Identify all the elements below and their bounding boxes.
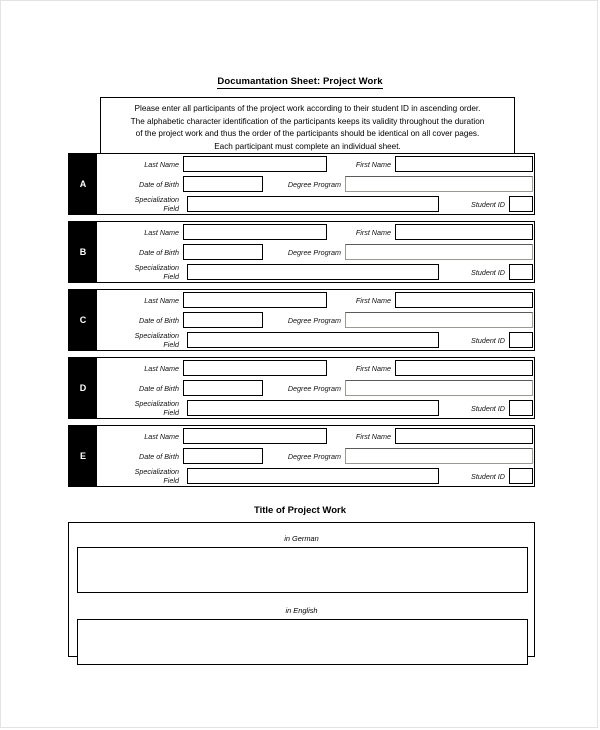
label-student-id: Student ID — [471, 200, 505, 209]
label-last-name: Last Name — [144, 228, 179, 237]
input-specialization-field[interactable] — [187, 332, 439, 348]
label-date-of-birth: Date of Birth — [139, 248, 179, 257]
label-degree-program: Degree Program — [287, 248, 341, 257]
label-date-of-birth: Date of Birth — [139, 452, 179, 461]
label-student-id: Student ID — [471, 268, 505, 277]
label-first-name: First Name — [355, 432, 391, 441]
label-last-name: Last Name — [144, 296, 179, 305]
input-degree-program[interactable] — [345, 176, 533, 192]
label-specialization-field — [101, 468, 179, 485]
label-date-of-birth: Date of Birth — [139, 180, 179, 189]
participant-letter-a: A — [69, 154, 97, 214]
participant-block-b — [68, 221, 535, 283]
participant-block-a — [68, 153, 535, 215]
participant-block-e — [68, 425, 535, 487]
input-first-name[interactable] — [395, 360, 533, 376]
label-specialization-line1: Specialization — [134, 399, 179, 408]
label-specialization-field — [101, 400, 179, 417]
input-last-name[interactable] — [183, 292, 327, 308]
input-date-of-birth[interactable] — [183, 176, 263, 192]
participant-block-d — [68, 357, 535, 419]
label-specialization-line1: Specialization — [134, 331, 179, 340]
participant-fields-c — [97, 290, 534, 350]
label-in-german: in German — [284, 534, 319, 543]
participant-row-birth-a — [97, 175, 534, 195]
input-first-name[interactable] — [395, 224, 533, 240]
label-specialization-line2: Field — [163, 475, 179, 485]
participant-block-c — [68, 289, 535, 351]
participant-row-spec-b — [97, 263, 534, 283]
label-degree-program: Degree Program — [287, 180, 341, 189]
label-degree-program: Degree Program — [287, 384, 341, 393]
participant-row-name-b — [97, 223, 534, 243]
instructions-line-3: of the project work and thus the order of the participants should be identical on all cover pages. — [135, 129, 480, 139]
input-date-of-birth[interactable] — [183, 244, 263, 260]
input-date-of-birth[interactable] — [183, 312, 263, 328]
participant-fields-e — [97, 426, 534, 486]
project-title-box — [68, 522, 535, 657]
label-date-of-birth: Date of Birth — [139, 316, 179, 325]
label-specialization-field — [101, 196, 179, 213]
input-specialization-field[interactable] — [187, 264, 439, 280]
participant-row-name-d — [97, 359, 534, 379]
participant-fields-a — [97, 154, 534, 214]
input-student-id[interactable] — [509, 468, 533, 484]
participant-letter-b: B — [69, 222, 97, 282]
input-specialization-field[interactable] — [187, 468, 439, 484]
participant-row-name-c — [97, 291, 534, 311]
input-degree-program[interactable] — [345, 244, 533, 260]
participant-row-name-e — [97, 427, 534, 447]
input-project-title-english[interactable] — [77, 619, 528, 665]
participant-fields-b — [97, 222, 534, 282]
input-last-name[interactable] — [183, 428, 327, 444]
input-first-name[interactable] — [395, 428, 533, 444]
label-degree-program: Degree Program — [287, 316, 341, 325]
participant-row-birth-d — [97, 379, 534, 399]
input-student-id[interactable] — [509, 400, 533, 416]
input-degree-program[interactable] — [345, 312, 533, 328]
participant-row-spec-e — [97, 467, 534, 487]
participant-row-spec-c — [97, 331, 534, 351]
project-title-heading: Title of Project Work — [253, 505, 347, 516]
page-title-text: Documantation Sheet: Project Work — [217, 76, 383, 87]
participant-letter-d: D — [69, 358, 97, 418]
input-date-of-birth[interactable] — [183, 448, 263, 464]
participant-fields-d — [97, 358, 534, 418]
instructions-line-2: The alphabetic character identification of the participants keeps its validity throughout the duration — [130, 116, 485, 126]
label-student-id: Student ID — [471, 336, 505, 345]
participant-row-birth-b — [97, 243, 534, 263]
participant-row-name-a — [97, 155, 534, 175]
instructions-line-1: Please enter all participants of the project work according to their student ID in ascending order. — [134, 104, 481, 113]
label-last-name: Last Name — [144, 432, 179, 441]
label-last-name: Last Name — [144, 160, 179, 169]
label-specialization-line2: Field — [163, 407, 179, 417]
participant-row-birth-c — [97, 311, 534, 331]
input-specialization-field[interactable] — [187, 196, 439, 212]
instructions-box — [100, 97, 515, 161]
participant-letter-e: E — [69, 426, 97, 486]
label-first-name: First Name — [355, 364, 391, 373]
input-degree-program[interactable] — [345, 448, 533, 464]
label-first-name: First Name — [355, 296, 391, 305]
label-specialization-line1: Specialization — [134, 467, 179, 476]
label-specialization-field — [101, 332, 179, 349]
label-specialization-field — [101, 264, 179, 281]
input-last-name[interactable] — [183, 360, 327, 376]
label-specialization-line1: Specialization — [134, 195, 179, 204]
input-degree-program[interactable] — [345, 380, 533, 396]
instructions-line-4: Each participant must complete an individual sheet. — [214, 142, 401, 152]
label-first-name: First Name — [355, 160, 391, 169]
participant-letter-c: C — [69, 290, 97, 350]
participant-row-spec-a — [97, 195, 534, 215]
page-title — [1, 71, 599, 89]
input-first-name[interactable] — [395, 292, 533, 308]
label-student-id: Student ID — [471, 472, 505, 481]
input-last-name[interactable] — [183, 156, 327, 172]
input-student-id[interactable] — [509, 264, 533, 280]
input-project-title-german[interactable] — [77, 547, 528, 593]
input-date-of-birth[interactable] — [183, 380, 263, 396]
label-specialization-line1: Specialization — [134, 263, 179, 272]
label-date-of-birth: Date of Birth — [139, 384, 179, 393]
input-first-name[interactable] — [395, 156, 533, 172]
input-student-id[interactable] — [509, 332, 533, 348]
label-last-name: Last Name — [144, 364, 179, 373]
input-student-id[interactable] — [509, 196, 533, 212]
label-degree-program: Degree Program — [287, 452, 341, 461]
input-specialization-field[interactable] — [187, 400, 439, 416]
participant-row-birth-e — [97, 447, 534, 467]
label-student-id: Student ID — [471, 404, 505, 413]
label-in-english: in English — [285, 606, 318, 615]
input-last-name[interactable] — [183, 224, 327, 240]
label-specialization-line2: Field — [163, 271, 179, 281]
label-specialization-line2: Field — [163, 339, 179, 349]
label-specialization-line2: Field — [163, 203, 179, 213]
participant-row-spec-d — [97, 399, 534, 419]
label-first-name: First Name — [355, 228, 391, 237]
